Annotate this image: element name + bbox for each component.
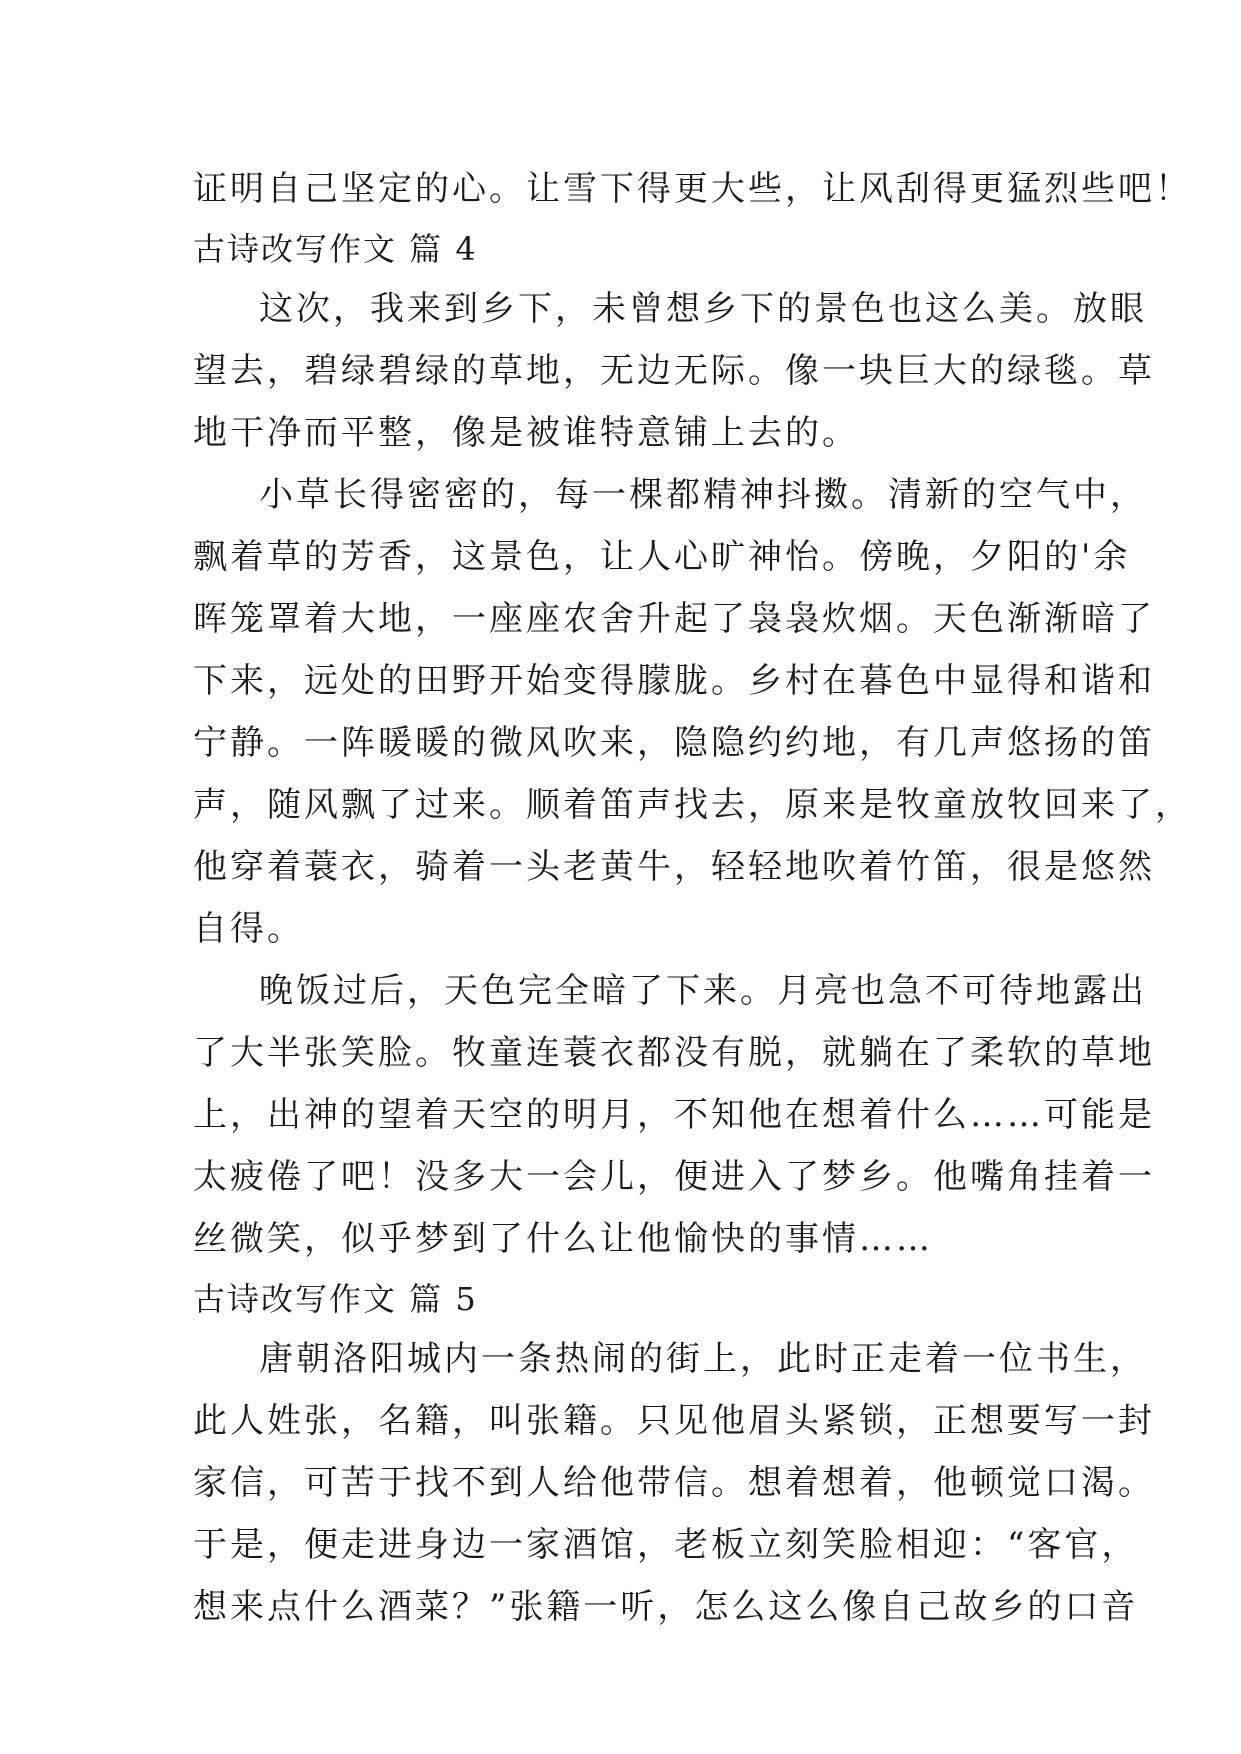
text-line: 晖笼罩着大地，一座座农舍升起了袅袅炊烟。天色渐渐暗了 <box>193 599 1155 639</box>
text-line: 于是，便走进身边一家酒馆，老板立刻笑脸相迎：“客官， <box>193 1525 1139 1565</box>
text-line: 家信，可苦于找不到人给他带信。想着想着，他顿觉口渴。 <box>193 1463 1155 1503</box>
text-line: 地干净而平整，像是被谁特意铺上去的。 <box>193 413 859 453</box>
text-line: 上，出神的望着天空的明月，不知他在想着什么……可能是 <box>193 1095 1155 1135</box>
paragraph-first-line: 这次，我来到乡下，未曾想乡下的景色也这么美。放眼 <box>259 289 1147 329</box>
text-line: 望去，碧绿碧绿的草地，无边无际。像一块巨大的绿毯。草 <box>193 351 1155 391</box>
section-heading-5: 古诗改写作文 篇 5 <box>193 1280 478 1318</box>
section-heading-4: 古诗改写作文 篇 4 <box>193 230 478 268</box>
text-line: 宁静。一阵暖暖的微风吹来，隐隐约约地，有几声悠扬的笛 <box>193 723 1155 763</box>
text-line: 声，随风飘了过来。顺着笛声找去，原来是牧童放牧回来了， <box>193 785 1192 825</box>
text-line: 了大半张笑脸。牧童连蓑衣都没有脱，就躺在了柔软的草地 <box>193 1033 1155 1073</box>
text-line: 飘着草的芳香，这景色，让人心旷神怡。傍晚，夕阳的'余 <box>193 537 1131 577</box>
text-line: 想来点什么酒菜？”张籍一听，怎么这么像自己故乡的口音 <box>193 1587 1139 1627</box>
text-line: 证明自己坚定的心。让雪下得更大些，让风刮得更猛烈些吧！ <box>193 169 1192 209</box>
document-page <box>193 158 1192 1638</box>
text-line: 太疲倦了吧！没多大一会儿，便进入了梦乡。他嘴角挂着一 <box>193 1157 1155 1197</box>
text-line: 自得。 <box>193 909 304 949</box>
paragraph-first-line: 小草长得密密的，每一棵都精神抖擞。清新的空气中， <box>259 475 1147 515</box>
paragraph-first-line: 晚饭过后，天色完全暗了下来。月亮也急不可待地露出 <box>259 971 1147 1011</box>
paragraph-first-line: 唐朝洛阳城内一条热闹的街上，此时正走着一位书生， <box>259 1339 1147 1379</box>
text-line: 此人姓张，名籍，叫张籍。只见他眉头紧锁，正想要写一封 <box>193 1401 1155 1441</box>
text-line: 下来，远处的田野开始变得朦胧。乡村在暮色中显得和谐和 <box>193 661 1155 701</box>
text-line: 丝微笑，似乎梦到了什么让他愉快的事情…… <box>193 1219 933 1259</box>
text-line: 他穿着蓑衣，骑着一头老黄牛，轻轻地吹着竹笛，很是悠然 <box>193 847 1155 887</box>
